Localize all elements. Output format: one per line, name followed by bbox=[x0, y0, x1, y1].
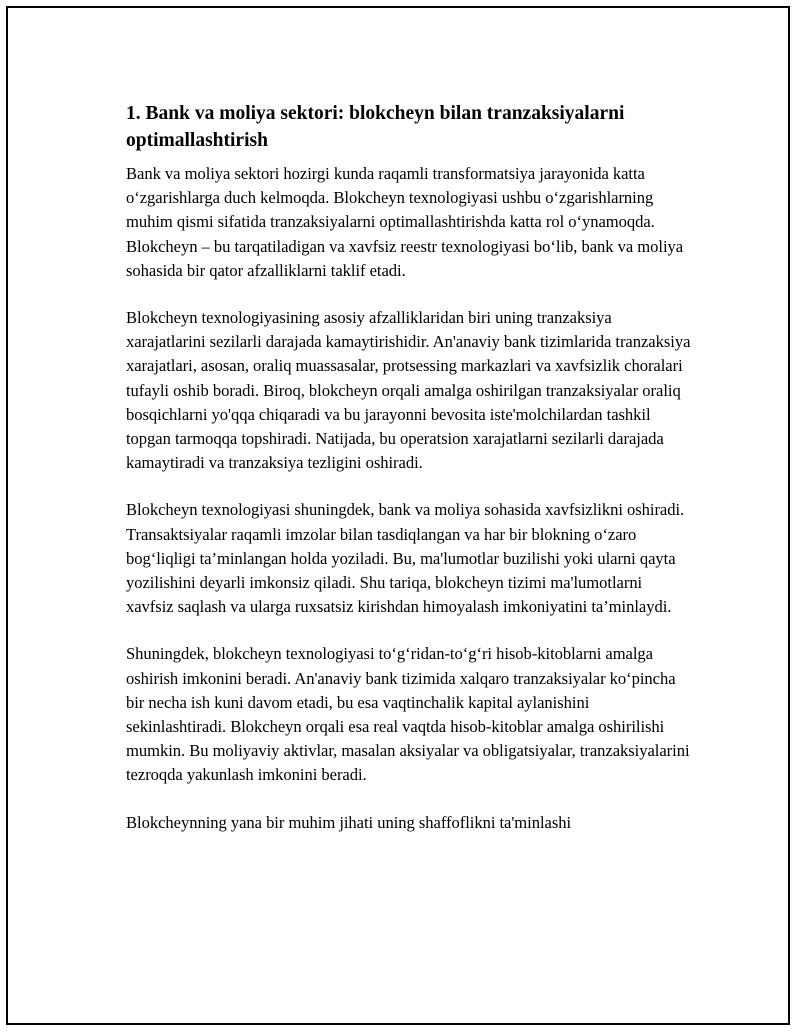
paragraph-1: Bank va moliya sektori hozirgi kunda raqamli transformatsiya jarayonida katta o‘zgarishlarga duch kelmoqda. Blokcheyn texnologiyasi ushbu o‘zgarishlarning muhim qismi sifatida tranzaksiyalarni optimallashtirishda katta rol o‘ynamoqda. Blokcheyn – bu tarqatiladigan va xavfsiz reestr texnologiyasi bo‘lib, bank va moliya sohasida bir qator afzalliklarni taklif etadi. bbox=[126, 164, 684, 280]
paragraph-3: Blokcheyn texnologiyasi shuningdek, bank va moliya sohasida xavfsizlikni oshiradi. Transaktsiyalar raqamli imzolar bilan tasdiqlangan va har bir blokning o‘zaro bog‘liqligi ta’minlangan holda yoziladi. Bu, ma'lumotlar buzilishi yoki ularni qayta yozilishini deyarli imkonsiz qiladi. Shu tariqa, blokcheyn tizimi ma'lumotlarni xavfsiz saqlash va ularga ruxsatsiz kirishdan himoyalash imkoniyatini ta’minlaydi. bbox=[126, 500, 685, 617]
section-heading: 1. Bank va moliya sektori: blokcheyn bilan tranzaksiyalarni optimallashtirish bbox=[126, 103, 625, 151]
paragraph-5: Blokcheynning yana bir muhim jihati uning shaffoflikni ta'minlashi bbox=[126, 812, 572, 832]
paragraph-2: Blokcheyn texnologiyasining asosiy afzalliklaridan biri uning tranzaksiya xarajatlarini sezilarli darajada kamaytirishidir. An'anaviy bank tizimlarida tranzaksiya xarajatlari, asosan, oraliq muassasalar, protsessing markazlari va xavfsizlik choralari tufayli oshib boradi. Biroq, blokcheyn orqali amalga oshirilgan tranzaksiyalar oraliq bosqichlarni yo'qqa chiqaradi va bu jarayonni bevosita iste'molchilardan tashkil topgan tarmoqqa topshiradi. Natijada, bu operatsion xarajatlarni sezilarli darajada kamaytiradi va tranzaksiya tezligini oshiradi. bbox=[126, 308, 691, 473]
paragraph-4: Shuningdek, blokcheyn texnologiyasi to‘g‘ridan-to‘g‘ri hisob-kitoblarni amalga oshirish imkonini beradi. An'anaviy bank tizimida xalqaro tranzaksiyalar ko‘pincha bir necha ish kuni davom etadi, bu esa vaqtinchalik kapital aylanishini sekinlashtiradi. Blokcheyn orqali esa real vaqtda hisob-kitoblar amalga oshirilishi mumkin. Bu moliyaviy aktivlar, masalan aksiyalar va obligatsiyalar, tranzaksiyalarini tezroqda yakunlash imkonini beradi. bbox=[126, 644, 690, 785]
page-frame bbox=[6, 6, 790, 1025]
document-body bbox=[126, 100, 692, 858]
